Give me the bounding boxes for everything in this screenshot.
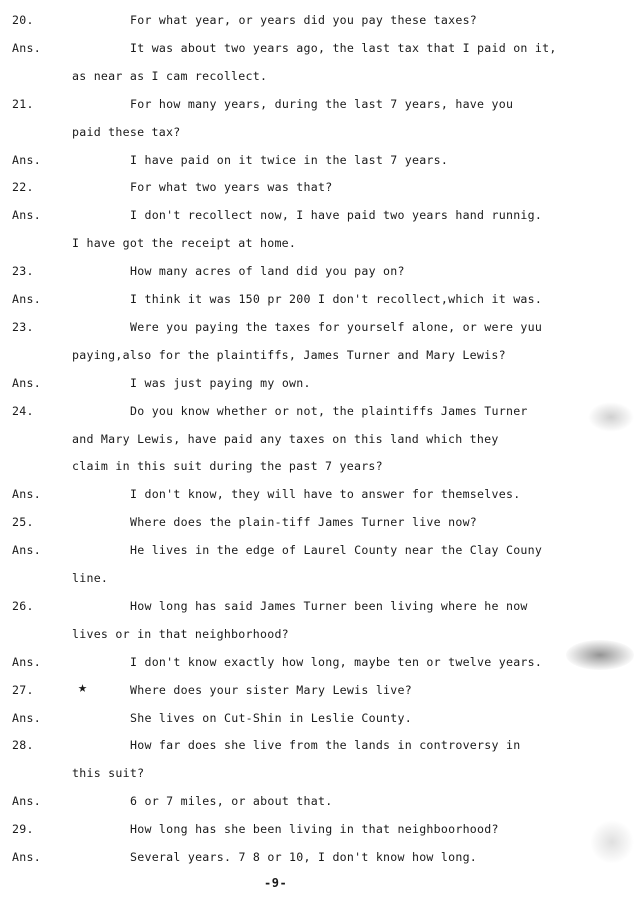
answer-text-line: I think it was 150 pr 200 I don't recollect,which it was. xyxy=(130,292,543,306)
answer-text-line: I have got the receipt at home. xyxy=(72,236,297,250)
question-text-line: and Mary Lewis, have paid any taxes on this land which they xyxy=(72,432,499,446)
answer-label: Ans. xyxy=(12,153,41,167)
answer-label: Ans. xyxy=(12,794,41,808)
question-text-line: this suit? xyxy=(72,766,145,780)
answer-text-line: Several years. 7 8 or 10, I don't know how long. xyxy=(130,850,478,864)
scan-smudge xyxy=(590,820,634,864)
question-text-line: Where does your sister Mary Lewis live? xyxy=(130,683,412,697)
answer-text-line: I don't know, they will have to answer for themselves. xyxy=(130,487,521,501)
question-number: 26. xyxy=(12,599,34,613)
star-annotation-mark: ★ xyxy=(78,678,88,696)
scan-smudge xyxy=(588,402,634,432)
answer-label: Ans. xyxy=(12,850,41,864)
question-text-line: For what two years was that? xyxy=(130,180,333,194)
answer-label: Ans. xyxy=(12,208,41,222)
question-number: 21. xyxy=(12,97,34,111)
answer-text-line: I was just paying my own. xyxy=(130,376,311,390)
question-number: 25. xyxy=(12,515,34,529)
answer-text-line: line. xyxy=(72,571,109,585)
question-text-line: paid these tax? xyxy=(72,125,181,139)
question-text-line: For what year, or years did you pay these taxes? xyxy=(130,13,478,27)
answer-label: Ans. xyxy=(12,711,41,725)
answer-text-line: I don't know exactly how long, maybe ten or twelve years. xyxy=(130,655,543,669)
question-text-line: paying,also for the plaintiffs, James Turner and Mary Lewis? xyxy=(72,348,506,362)
answer-label: Ans. xyxy=(12,292,41,306)
question-text-line: lives or in that neighborhood? xyxy=(72,627,289,641)
question-text-line: How long has said James Turner been living where he now xyxy=(130,599,528,613)
question-text-line: How many acres of land did you pay on? xyxy=(130,264,405,278)
answer-text-line: It was about two years ago, the last tax that I paid on it, xyxy=(130,41,557,55)
answer-text-line: She lives on Cut-Shin in Leslie County. xyxy=(130,711,412,725)
question-text-line: How long has she been living in that neighboorhood? xyxy=(130,822,499,836)
question-number: 27. xyxy=(12,683,34,697)
scan-smudge xyxy=(566,640,634,670)
answer-label: Ans. xyxy=(12,41,41,55)
answer-text-line: 6 or 7 miles, or about that. xyxy=(130,794,333,808)
question-number: 24. xyxy=(12,404,34,418)
answer-text-line: as near as I cam recollect. xyxy=(72,69,268,83)
question-number: 28. xyxy=(12,738,34,752)
question-text-line: Were you paying the taxes for yourself alone, or were yuu xyxy=(130,320,543,334)
answer-text-line: I don't recollect now, I have paid two years hand runnig. xyxy=(130,208,543,222)
question-number: 23. xyxy=(12,264,34,278)
question-number: 20. xyxy=(12,13,34,27)
answer-label: Ans. xyxy=(12,487,41,501)
question-text-line: Where does the plain-tiff James Turner live now? xyxy=(130,515,478,529)
answer-label: Ans. xyxy=(12,655,41,669)
answer-text-line: I have paid on it twice in the last 7 years. xyxy=(130,153,449,167)
question-number: 22. xyxy=(12,180,34,194)
question-number: 29. xyxy=(12,822,34,836)
page-number: -9- xyxy=(264,876,288,890)
answer-label: Ans. xyxy=(12,543,41,557)
question-text-line: How far does she live from the lands in controversy in xyxy=(130,738,521,752)
question-number: 23. xyxy=(12,320,34,334)
answer-label: Ans. xyxy=(12,376,41,390)
question-text-line: For how many years, during the last 7 years, have you xyxy=(130,97,514,111)
answer-text-line: He lives in the edge of Laurel County near the Clay Couny xyxy=(130,543,543,557)
question-text-line: Do you know whether or not, the plaintiffs James Turner xyxy=(130,404,528,418)
question-text-line: claim in this suit during the past 7 years? xyxy=(72,459,383,473)
